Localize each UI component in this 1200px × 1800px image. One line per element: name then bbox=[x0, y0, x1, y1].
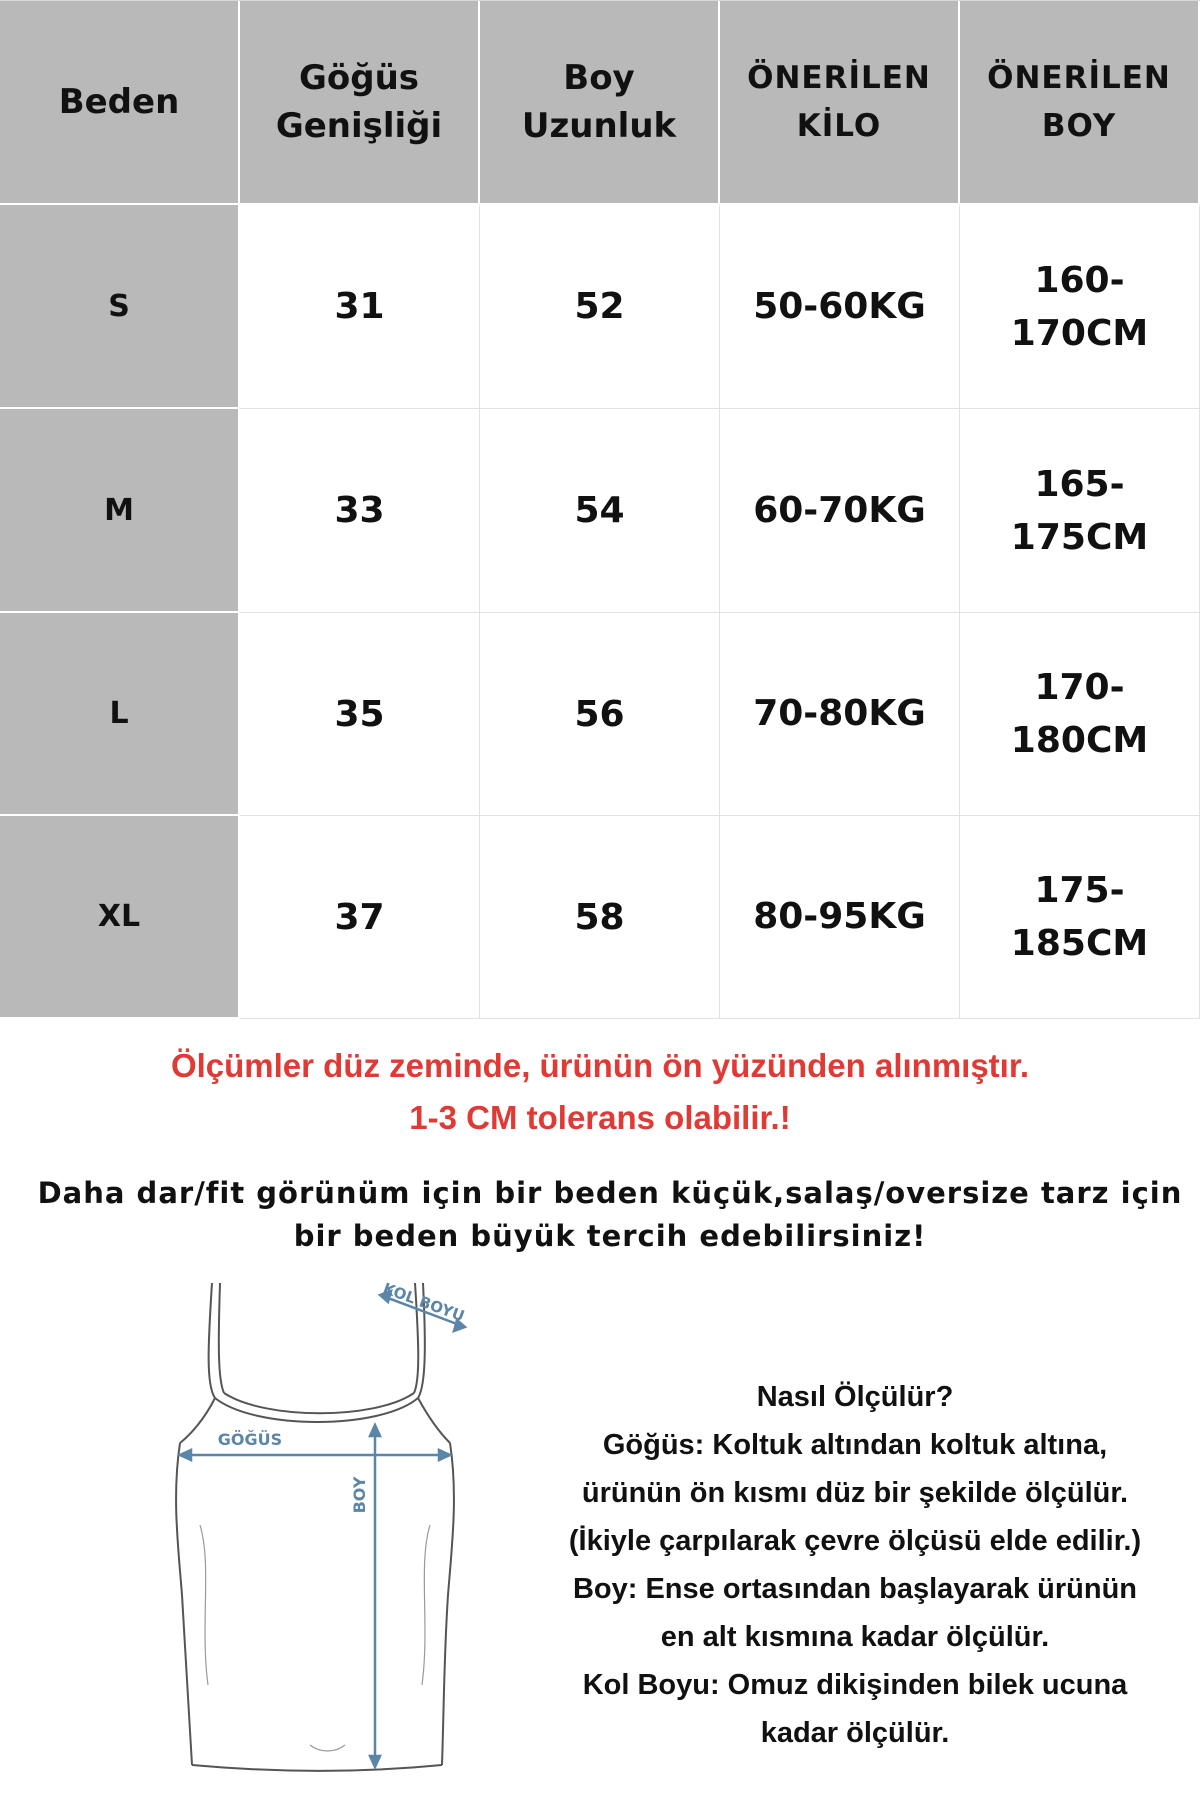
row-s-weight: 50-60KG bbox=[720, 205, 960, 409]
row-s-height: 160- 170CM bbox=[960, 205, 1200, 409]
row-s-size: S bbox=[0, 205, 240, 409]
howto-line: en alt kısmına kadar ölçülür. bbox=[660, 1621, 1050, 1653]
length-label: BOY bbox=[350, 1476, 369, 1514]
row-s-chest: 31 bbox=[240, 205, 480, 409]
row-xl-weight: 80-95KG bbox=[720, 816, 960, 1019]
sleeve-length-label: KOL BOYU bbox=[380, 1279, 467, 1326]
fit-advice-line2: bir beden büyük tercih edebilirsiniz! bbox=[293, 1219, 927, 1253]
howto-line: Göğüs: Koltuk altından koltuk altına, bbox=[602, 1429, 1108, 1461]
row-m-chest: 33 bbox=[240, 409, 480, 613]
howto-line: kadar ölçülür. bbox=[760, 1717, 950, 1749]
measurement-note-line1: Ölçümler düz zeminde, ürünün ön yüzünden alınmıştır. bbox=[170, 1047, 1030, 1084]
hem bbox=[192, 1765, 442, 1771]
tolerance-note: 1-3 CM tolerans olabilir.! bbox=[409, 1099, 791, 1136]
howto-line: Boy: Ense ortasından başlayarak ürünün bbox=[572, 1573, 1138, 1605]
right-side bbox=[442, 1443, 454, 1765]
chest-label: GÖĞÜS bbox=[217, 1430, 283, 1449]
row-l-length: 56 bbox=[480, 613, 720, 816]
row-xl-height: 175- 185CM bbox=[960, 816, 1200, 1019]
row-m-height: 165- 175CM bbox=[960, 409, 1200, 613]
neckline-inner bbox=[224, 1393, 414, 1413]
left-side bbox=[176, 1443, 192, 1765]
row-l-height: 170- 180CM bbox=[960, 613, 1200, 816]
fit-advice bbox=[20, 1172, 1200, 1258]
header-chest-width: Göğüs Genişliği bbox=[240, 1, 480, 205]
header-recommended-weight: ÖNERİLEN KİLO bbox=[720, 1, 960, 205]
howto-line: (İkiyle çarpılarak çevre ölçüsü elde edilir.) bbox=[568, 1525, 1142, 1557]
measurement-note bbox=[0, 1040, 1200, 1144]
row-m-weight: 60-70KG bbox=[720, 409, 960, 613]
header-recommended-height: ÖNERİLEN BOY bbox=[960, 1, 1200, 205]
how-to-measure-title: Nasıl Ölçülür? bbox=[756, 1381, 954, 1413]
row-l-size: L bbox=[0, 613, 240, 816]
row-xl-chest: 37 bbox=[240, 816, 480, 1019]
header-body-length: Boy Uzunluk bbox=[480, 1, 720, 205]
row-l-chest: 35 bbox=[240, 613, 480, 816]
fit-advice-line1: Daha dar/fit görünüm için bir beden küçük,salaş/oversize tarz için bbox=[37, 1176, 1183, 1210]
row-xl-length: 58 bbox=[480, 816, 720, 1019]
row-s-length: 52 bbox=[480, 205, 720, 409]
left-strap bbox=[209, 1283, 215, 1398]
row-l-weight: 70-80KG bbox=[720, 613, 960, 816]
row-m-size: M bbox=[0, 409, 240, 613]
left-strap-inner bbox=[219, 1283, 224, 1393]
neckline bbox=[215, 1398, 418, 1422]
row-m-length: 54 bbox=[480, 409, 720, 613]
howto-line: Kol Boyu: Omuz dikişinden bilek ucuna bbox=[582, 1669, 1128, 1701]
how-to-measure bbox=[515, 1373, 1195, 1757]
header-size: Beden bbox=[0, 1, 240, 205]
row-xl-size: XL bbox=[0, 816, 240, 1019]
howto-line: ürünün ön kısmı düz bir şekilde ölçülür. bbox=[581, 1477, 1129, 1509]
tank-top-illustration bbox=[160, 1265, 560, 1785]
